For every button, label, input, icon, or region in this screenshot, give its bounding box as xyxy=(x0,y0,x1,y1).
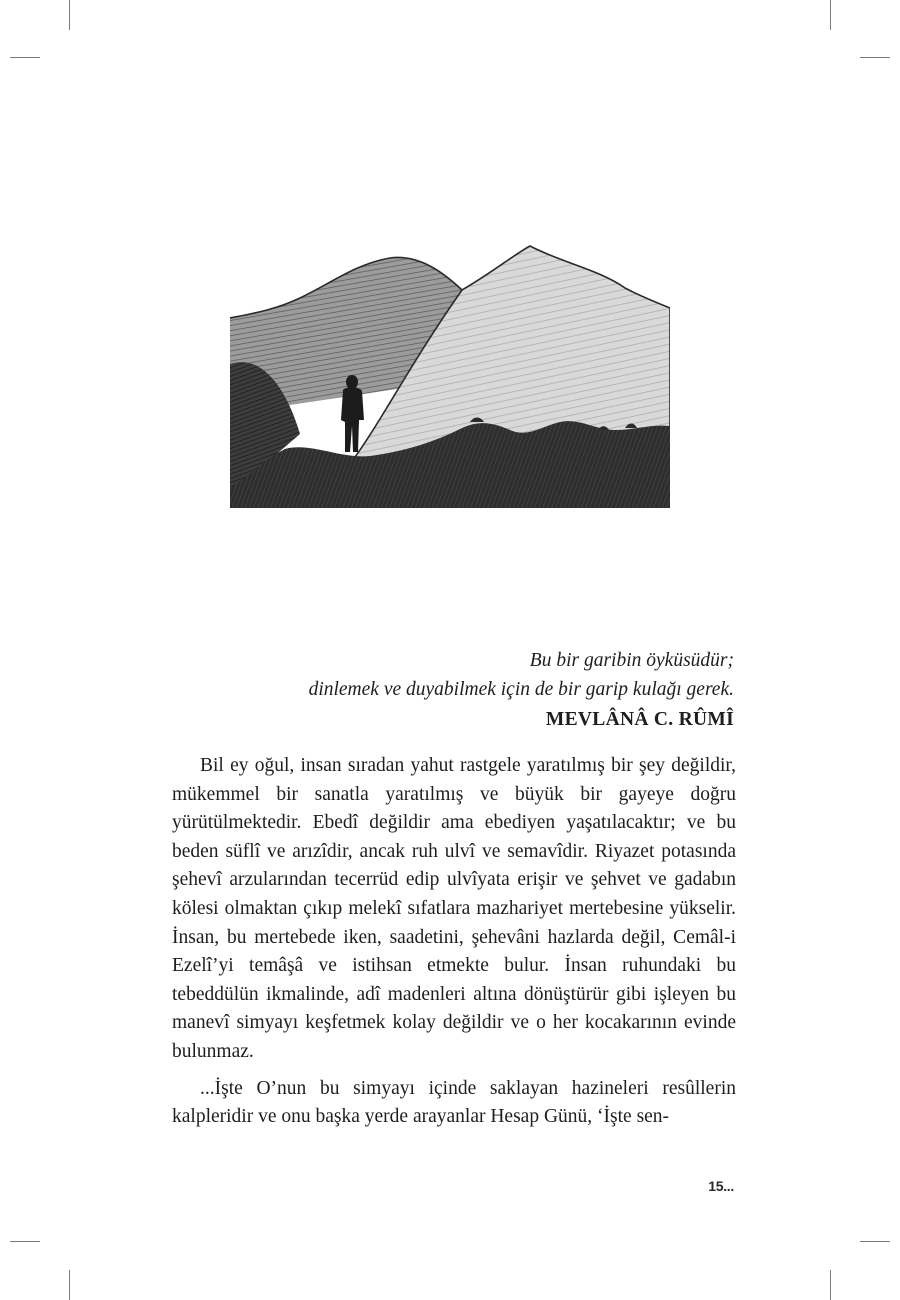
epigraph-author: MEVLÂNÂ C. RÛMÎ xyxy=(545,709,734,730)
crop-mark xyxy=(69,0,70,30)
crop-mark xyxy=(860,57,890,58)
crop-mark xyxy=(10,1241,40,1242)
page-number: 15... xyxy=(708,1178,734,1194)
epigraph-line-2: dinlemek ve duyabilmek için de bir garip kulağı gerek. xyxy=(308,679,734,700)
crop-mark xyxy=(69,1270,70,1300)
paragraph-1: Bil ey oğul, insan sıradan yahut rastgele yaratılmış bir şey değildir, mükemmel bir sanatla yaratılmış ve büyük bir gayeye doğru yürütülmektedir. Ebedî değildir ama ebediyen yaşatılacaktır; ve bu beden süflî ve arızîdir, ancak ruh ulvî ve semavîdir. Riyazet potasında şehevî arzularından tecerrüd edip ulvîyata erişir ve şehvet ve gadabın kölesi olmaktan çıkıp melekî sıfatlara mazhariyet mertebesine yükselir. İnsan, bu mertebede iken, saadetini, şehevâni hazlarda değil, Cemâl-i Ezelî’yi temâşâ ve istihsan etmekte bulur. İnsan ruhundaki bu tebeddülün ikmalinde, adî madenleri altına dönüştürür gibi işleyen bu manevî simyayı keşfetmek kolay değildir ve o her kocakarının evinde bulunmaz. xyxy=(172,755,736,1062)
paragraph-2: ...İşte O’nun bu simyayı içinde saklayan hazineleri resûllerin kalpleridir ve onu başka yerde arayanlar Hesap Günü, ‘İşte sen- xyxy=(172,1077,736,1128)
mountain-figure-illustration xyxy=(230,244,670,508)
epigraph-line-1: Bu bir garibin öyküsüdür; xyxy=(529,650,734,671)
crop-mark xyxy=(830,1270,831,1300)
body-text xyxy=(172,752,736,1140)
epigraph xyxy=(309,646,734,734)
crop-mark xyxy=(860,1241,890,1242)
crop-mark xyxy=(830,0,831,30)
crop-mark xyxy=(10,57,40,58)
